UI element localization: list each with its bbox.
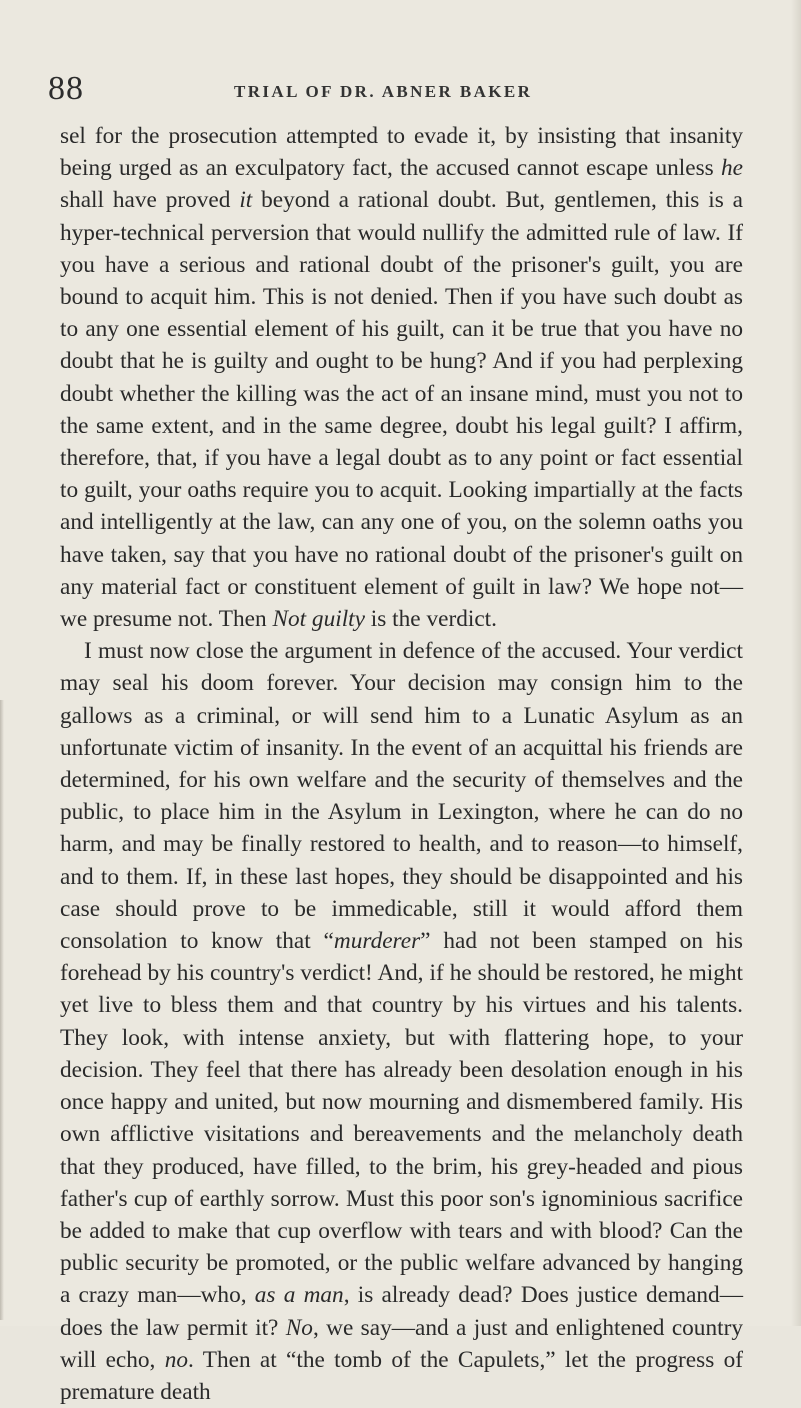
running-head: TRIAL OF DR. ABNER BAKER	[234, 82, 533, 101]
body-text	[60, 120, 743, 1408]
page-header	[48, 72, 741, 106]
italic-it: it	[239, 187, 253, 214]
paragraph-closing-argument: I must now close the argument in defence of the accused. Your verdict may seal his doom forever. Your decision may consign him to the gallows as a criminal, or will send him to a Lunatic Asylum as an unfortunate victim of insanity. In the event of an acquittal his friends are determined, for his own welfare and the security of themselves and the public, to place him in the Asylum in Lexington, where he can do no harm, and may be finally restored to health, and to reason—to himself, and to them. If, in these last hopes, they should be disappointed and his case should prove to be immedicable, still it would afford them consolation to know that “murderer” had not been stamped on his forehead by his country's verdict! And, if he should be restored, he might yet live to bless them and that country by his virtues and his talents. They look, with intense anxiety, but with flattering hope, to your decision. They feel that there has already been desolation enough in his once happy and united, but now mourning and dismembered family. His own afflictive visitations and bereavements and the melancholy death that they produced, have filled, to the brim, his grey-headed and pious father's cup of earthly sorrow. Must this poor son's ignominious sacrifice be added to make that cup overflow with tears and with blood? Can the public security be promoted, or the public welfare advanced by hanging a crazy man—who, as a man, is already dead? Does justice demand—does the law permit it? No, we say—and a just and enlightened country will echo, no. Then at “the tomb of the Capulets,” let the progress of premature death	[60, 638, 743, 1405]
italic-as-a-man: as a man	[254, 1282, 344, 1309]
paragraph-continued: sel for the prosecution attempted to evade it, by insisting that insanity being urged as an exculpatory fact, the accused cannot escape unless he shall have proved it beyond a rational doubt. But, gentlemen, this is a hyper-technical perversion that would nullify the admitted rule of law. If you have a serious and rational doubt of the prisoner's guilt, you are bound to acquit him. This is not denied. Then if you have such doubt as to any one essential element of his guilt, can it be true that you have no doubt that he is guilty and ought to be hung? And if you had perplexing doubt whether the killing was the act of an insane mind, must you not to the same extent, and in the same degree, doubt his legal guilt? I affirm, therefore, that, if you have a legal doubt as to any point or fact essential to guilt, your oaths require you to acquit. Looking impartially at the facts and intelligently at the law, can any one of you, on the solemn oaths you have taken, say that you have no rational doubt of the prisoner's guilt on any material fact or constituent element of guilt in law? We hope not—we presume not. Then Not guilty is the verdict.	[60, 123, 743, 633]
italic-no: no	[164, 1346, 188, 1373]
italic-murderer: murderer	[333, 928, 421, 955]
italic-no-capital: No	[285, 1314, 313, 1341]
italic-he: he	[721, 155, 743, 182]
binding-shadow	[0, 700, 4, 1320]
page-edge-shadow	[791, 0, 801, 1326]
italic-not-guilty: Not guilty	[272, 606, 365, 633]
page-number: 88	[48, 70, 84, 107]
